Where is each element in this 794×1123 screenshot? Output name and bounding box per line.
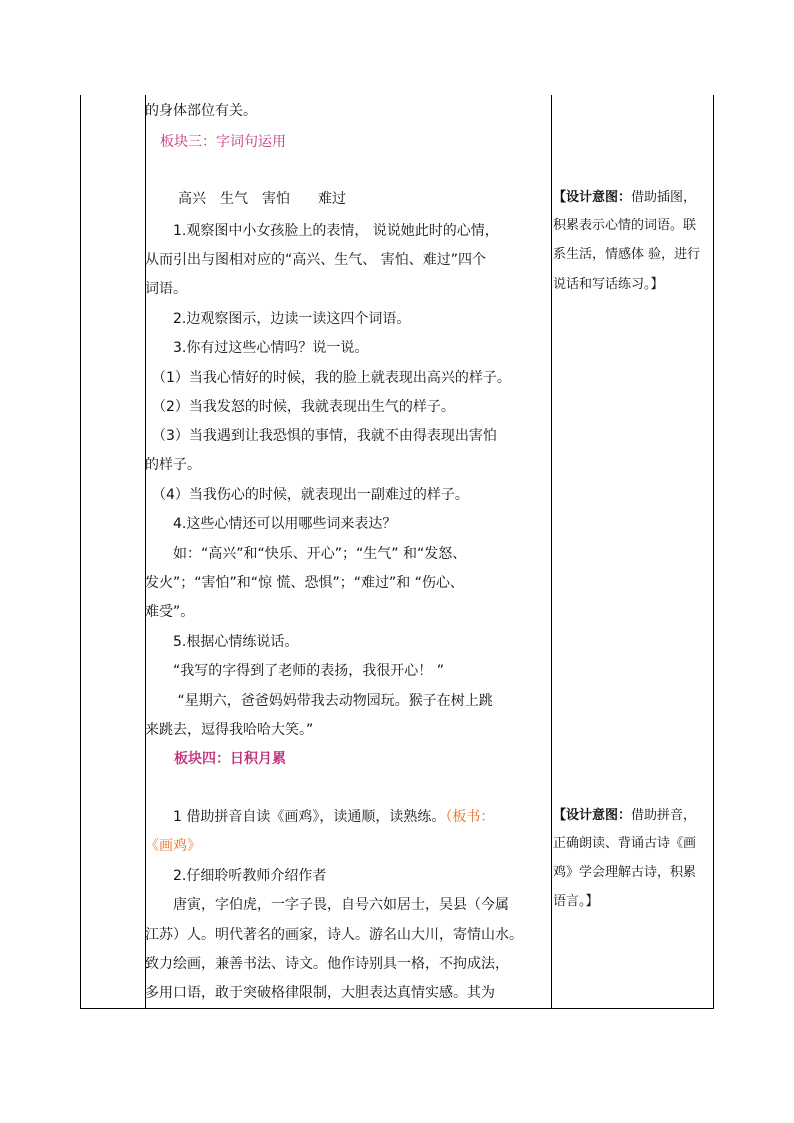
text-line: 3.你有过这些心情吗？说一说。	[145, 340, 369, 356]
text-line: 致力绘画，兼善书法、诗文。他作诗别具一格，不拘成法，	[145, 956, 509, 972]
board-note-title: 《画鸡》	[145, 838, 201, 854]
text-line: 江苏）人。明代著名的画家，诗人。游名山大川，寄情山水。	[145, 927, 523, 943]
note-label: 【设计意图：	[553, 808, 632, 823]
text-line: 多用口语，敢于突破格律限制，大胆表达真情实感。其为	[145, 985, 495, 1001]
text-line: 从而引出与图相对应的“高兴、生气、 害怕、难过”四个	[145, 252, 486, 268]
note-text: 鸡》学会理解古诗，积累	[553, 865, 697, 880]
design-intent-note-1	[553, 188, 696, 208]
text-line: 如：“高兴”和“快乐、开心”；“生气” 和“发怒、	[145, 546, 467, 562]
table-border-right	[713, 95, 714, 1009]
text-line: 唐寅，字伯虎，一字子畏，自号六如居士，吴县（今属	[145, 897, 509, 913]
text-line	[145, 807, 494, 827]
board-note: （板书：	[445, 809, 495, 825]
text-line: “星期六，爸爸妈妈带我去动物园玩。猴子在树上跳	[145, 693, 493, 709]
text-line: 的样子。	[145, 457, 201, 473]
note-label: 【设计意图：	[553, 190, 632, 205]
text-line: （3）当我遇到让我恐惧的事情，我就不由得表现出害怕	[145, 428, 497, 444]
note-text: 正确朗读、背诵古诗《画	[553, 836, 697, 851]
table-border-col2	[551, 95, 552, 1009]
note-text: 借助插图，	[631, 190, 697, 205]
text-line: 的身体部位有关。	[145, 103, 257, 119]
text-line: 2.边观察图示，边读一读这四个词语。	[145, 311, 411, 327]
text-line: （4）当我伤心的时候，就表现出一副难过的样子。	[145, 487, 469, 503]
note-text: 语言。】	[553, 894, 599, 909]
vocabulary-words: 高兴 生气 害怕 难过	[178, 191, 346, 207]
text-line: 来跳去，逗得我哈哈大笑。”	[145, 722, 314, 738]
text-line: 词语。	[145, 281, 187, 297]
text-line: 1.观察图中小女孩脸上的表情， 说说她此时的心情，	[145, 223, 499, 239]
table-border-bottom	[80, 1008, 714, 1009]
section-heading-4: 板块四：日积月累	[174, 751, 286, 767]
text-line: （2）当我发怒的时候，我就表现出生气的样子。	[145, 399, 455, 415]
section-heading-3: 板块三：字词句运用	[160, 134, 286, 150]
text-line: 发火”；“害怕”和“惊 慌、恐惧”；“难过”和 “伤心、	[145, 575, 464, 591]
text-line: 2.仔细聆听教师介绍作者	[145, 868, 327, 884]
note-text: 积累表示心情的词语。联	[553, 218, 697, 233]
table-border-left	[80, 95, 81, 1009]
note-text: 借助拼音，	[631, 808, 697, 823]
text-line: “我写的字得到了老师的表扬，我很开心！ ”	[145, 663, 444, 679]
text-line: 5.根据心情练说话。	[145, 634, 299, 650]
note-text: 系生活，情感体 验，进行	[553, 247, 701, 262]
note-text: 说话和写话练习。】	[553, 277, 664, 292]
design-intent-note-2	[553, 806, 696, 826]
text-segment: 1 借助拼音自读《画鸡》，读通顺，读熟练。	[145, 809, 446, 825]
text-line: （1）当我心情好的时候，我的脸上就表现出高兴的样子。	[145, 370, 511, 386]
text-line: 难受”。	[145, 604, 195, 620]
text-line: 4.这些心情还可以用哪些词来表达？	[145, 516, 397, 532]
